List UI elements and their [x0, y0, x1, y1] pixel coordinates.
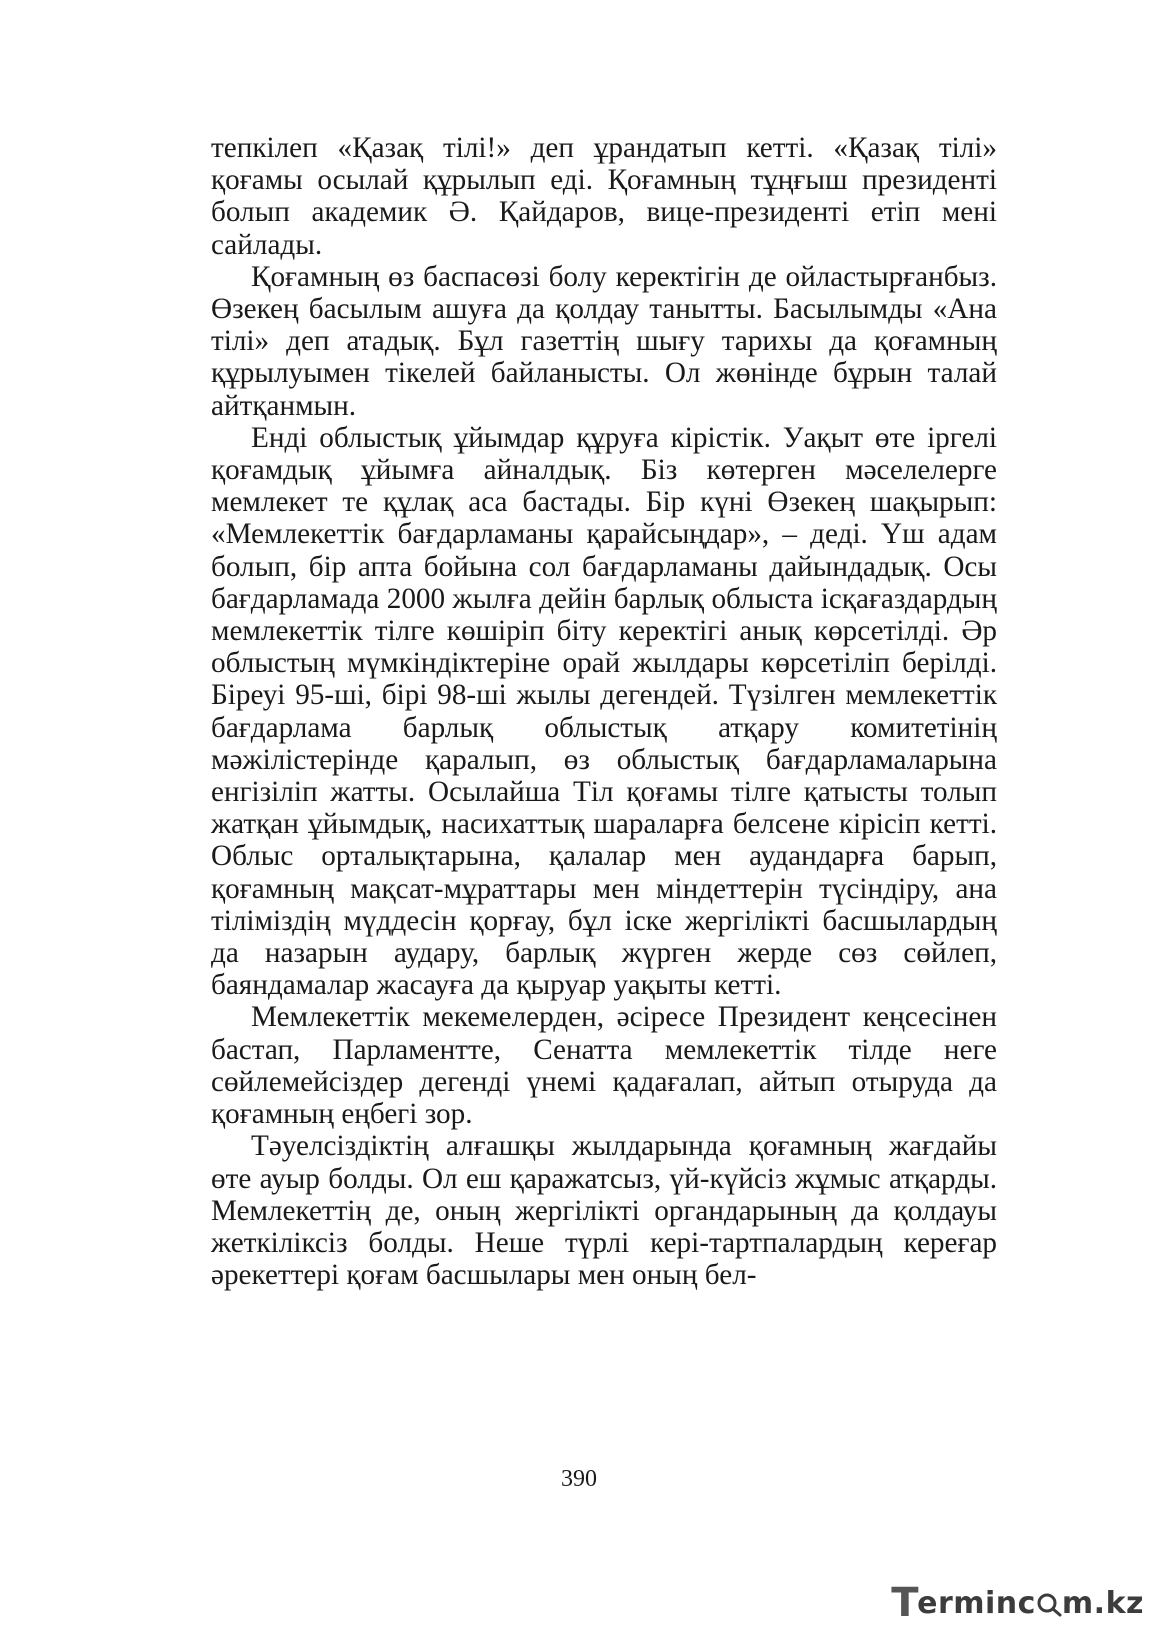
paragraph-2: Қоғамның өз баспасөзі болу керектігін де ойластырғанбыз. Өзекең басылым ашуға да қолдау танытты. Басылымды «Ана тілі» деп атадық. Бұл газеттің шығу тарихы да қоғамның құрылуымен тікелей байланысты. Ол жөнінде бұрын талай айтқанмын. — [211, 260, 997, 422]
watermark-suffix: m.kz — [1061, 1585, 1144, 1621]
page-body — [211, 132, 997, 1291]
magnifier-o-icon — [1036, 1590, 1062, 1616]
paragraph-3: Енді облыстық ұйымдар құруға кірістік. Уақыт өте іргелі қоғамдық ұйымға айналдық. Біз көтерген мәселелерге мемлекет те құлақ аса бастады. Бір күні Өзекең шақырып: «Мемлекеттік бағдарламаны қарайсыңдар», – деді. Үш адам болып, бір апта бойына сол бағдарламаны дайындадық. Осы бағдарламада 2000 жылға дейін барлық облыста ісқағаздардың мемлекеттік тілге көшіріп біту керектігі анық көрсетілді. Әр облыстың мүмкіндіктеріне орай жылдары көрсетіліп берілді. Біреуі 95-ші, бірі 98-ші жылы дегендей. Түзілген мемлекеттік бағдарлама барлық облыстық атқару комитетінің мәжілістерінде қаралып, өз облыстық бағдарламаларына енгізіліп жатты. Осылайша Тіл қоғамы тілге қатысты толып жатқан ұйымдық, насихаттық шараларға белсене кірісіп кетті. Облыс орталықтарына, қалалар мен аудандарға барып, қоғамның мақсат-мұраттары мен міндеттерін түсіндіру, ана тіліміздің мүддесін қорғау, бұл іске жергілікті басшылардың да назарын аудару, барлық жүрген жерде сөз сөйлеп, баяндамалар жасауға да қыруар уақыты кетті. — [211, 421, 997, 1002]
termincom-watermark — [891, 1580, 1144, 1626]
paragraph-1: тепкілеп «Қазақ тілі!» деп ұрандатып кетті. «Қазақ тілі» қоғамы осылай құрылып еді. Қоғамның тұңғыш президенті болып академик Ә. Қайдаров, вице-президенті етіп мені сайлады. — [211, 132, 997, 261]
paragraph-4: Мемлекеттік мекемелерден, әсіресе Президент кеңсесінен бастап, Парламентте, Сенатта мемлекеттік тілде неге сөйлемейсіздер дегенді үнемі қадағалап, айтып отыруда да қоғамның еңбегі зор. — [211, 1001, 997, 1131]
watermark-prefix: T — [891, 1580, 920, 1626]
paragraph-5: Тәуелсіздіктің алғашқы жылдарында қоғамның жағдайы өте ауыр болды. Ол еш қаражатсыз, үй-күйсіз жұмыс атқарды. Мемлекеттің де, оның жергілікті органдарының да қолдауы жеткіліксіз болды. Неше түрлі кері-тартпалардың кереғар әрекеттері қоғам басшылары мен оның бел- — [211, 1130, 997, 1292]
watermark-middle: erminc — [917, 1585, 1036, 1621]
page-number: 390 — [561, 1466, 597, 1492]
